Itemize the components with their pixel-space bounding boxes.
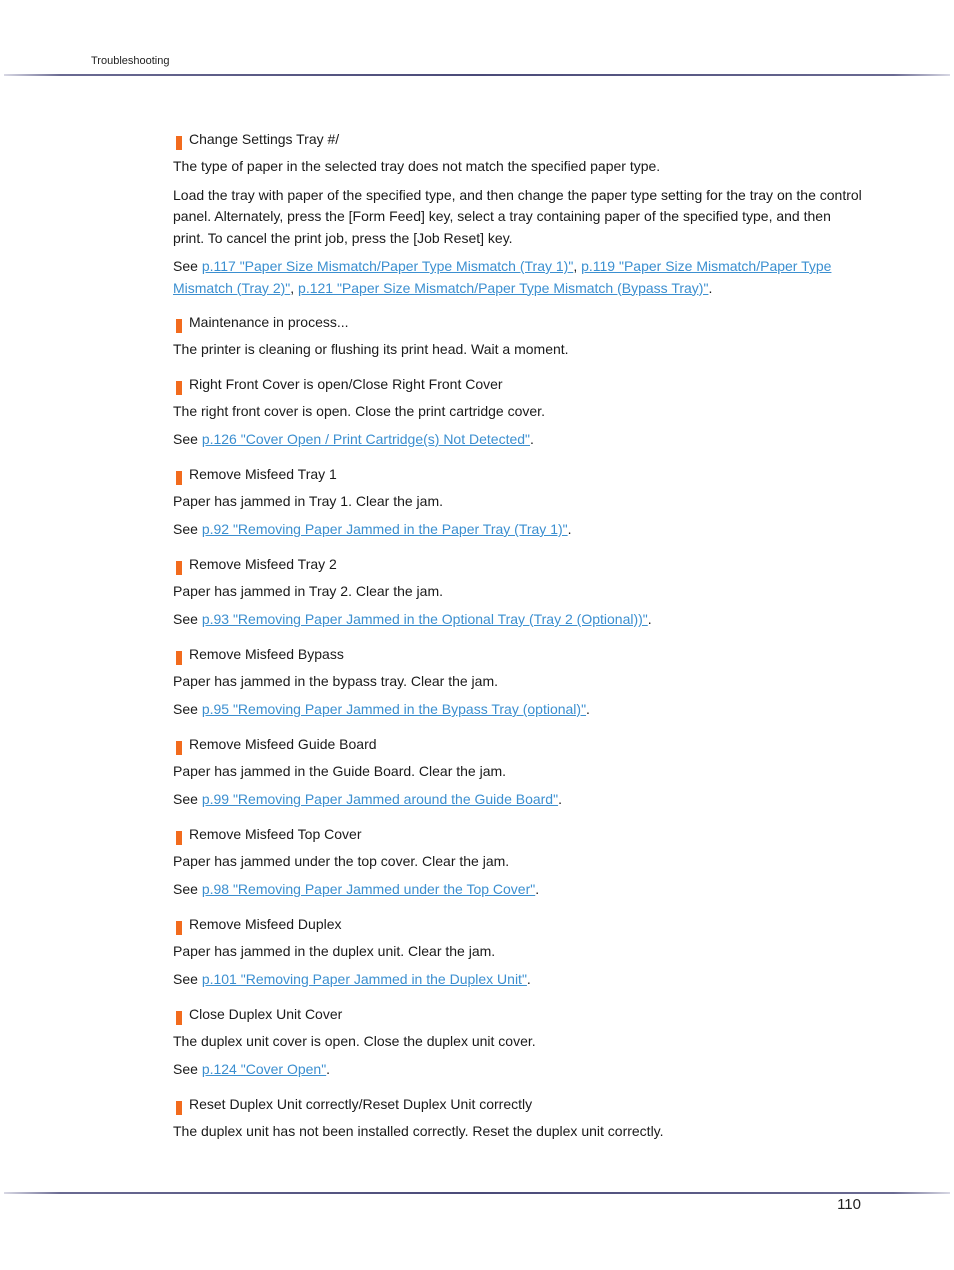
message-section	[173, 1093, 863, 1143]
message-heading	[173, 373, 863, 395]
message-description: The type of paper in the selected tray does not match the specified paper type.	[173, 158, 661, 174]
message-heading	[173, 913, 863, 935]
see-reference	[173, 609, 863, 631]
message-heading-text: Remove Misfeed Tray 1	[189, 465, 337, 482]
reference-link[interactable]: p.98 "Removing Paper Jammed under the Top Cover"	[201, 881, 536, 897]
see-prefix: See	[173, 611, 202, 627]
bullet-marker-icon	[176, 831, 182, 845]
see-reference	[173, 879, 863, 901]
message-heading	[173, 128, 863, 150]
period: .	[708, 279, 713, 296]
running-header: Troubleshooting	[91, 55, 170, 67]
message-description: Paper has jammed in Tray 2. Clear the jam.	[173, 582, 444, 599]
message-section	[173, 1003, 863, 1081]
link-separator: ,	[290, 279, 299, 296]
reference-link[interactable]: p.124 "Cover Open"	[201, 1061, 327, 1077]
see-prefix: See	[173, 881, 202, 897]
see-reference	[173, 1059, 863, 1081]
message-heading-text: Remove Misfeed Tray 2	[189, 555, 337, 572]
period: .	[526, 971, 531, 987]
see-prefix: See	[173, 431, 202, 447]
message-section	[173, 311, 863, 361]
message-heading	[173, 1093, 863, 1115]
message-heading-text: Remove Misfeed Guide Board	[189, 735, 377, 752]
message-description: Paper has jammed in the Guide Board. Clear the jam.	[173, 762, 507, 779]
see-prefix: See	[173, 791, 202, 807]
message-description: Paper has jammed in Tray 1. Clear the jam.	[173, 492, 444, 509]
message-heading-text: Close Duplex Unit Cover	[189, 1005, 343, 1022]
message-description: Paper has jammed under the top cover. Clear the jam.	[173, 852, 510, 869]
message-instructions: Load the tray with paper of the specified type, and then change the paper type setting for the tray on the control panel. Alternately, press the [Form Feed] key, select a tray containing paper of the specified type, and then print. To cancel the print job, press the [Job Reset] key.	[173, 186, 862, 246]
reference-link[interactable]: p.93 "Removing Paper Jammed in the Optional Tray (Tray 2 (Optional))"	[201, 611, 648, 627]
period: .	[558, 791, 562, 807]
message-heading-text: Reset Duplex Unit correctly/Reset Duplex Unit correctly	[189, 1095, 533, 1112]
message-heading-text: Change Settings Tray #/	[189, 131, 340, 147]
footer-rule	[4, 1192, 950, 1194]
see-prefix: See	[173, 701, 202, 717]
message-heading	[173, 1003, 863, 1025]
message-heading	[173, 823, 863, 845]
message-description: Paper has jammed in the bypass tray. Clear the jam.	[173, 672, 499, 689]
message-description: The duplex unit has not been installed correctly. Reset the duplex unit correctly.	[173, 1122, 664, 1139]
bullet-marker-icon	[176, 741, 182, 755]
reference-link[interactable]: p.99 "Removing Paper Jammed around the Guide Board"	[201, 791, 559, 807]
message-heading-text: Remove Misfeed Bypass	[189, 645, 344, 662]
see-reference	[173, 519, 863, 541]
message-section	[173, 553, 863, 631]
period: .	[535, 881, 540, 897]
bullet-marker-icon	[176, 471, 182, 485]
message-section	[173, 643, 863, 721]
see-prefix: See	[173, 258, 202, 274]
bullet-marker-icon	[176, 381, 182, 395]
reference-link[interactable]: p.92 "Removing Paper Jammed in the Paper Tray (Tray 1)"	[201, 521, 568, 537]
see-reference	[173, 699, 863, 721]
message-section	[173, 373, 863, 451]
message-description: The printer is cleaning or flushing its print head. Wait a moment.	[173, 341, 569, 357]
bullet-marker-icon	[176, 561, 182, 575]
document-body	[173, 128, 863, 1154]
header-rule	[4, 74, 950, 76]
message-heading	[173, 311, 863, 333]
reference-link[interactable]: p.101 "Removing Paper Jammed in the Duplex Unit"	[201, 971, 527, 987]
see-reference	[173, 789, 863, 811]
link-separator: ,	[573, 258, 582, 274]
period: .	[586, 701, 590, 717]
see-prefix: See	[173, 971, 202, 987]
period: .	[567, 521, 572, 537]
reference-link[interactable]: p.119 "Paper Size Mismatch/Paper Type Mismatch (Tray 2)"	[173, 258, 832, 296]
bullet-marker-icon	[176, 651, 182, 665]
message-section	[173, 823, 863, 901]
message-heading	[173, 643, 863, 665]
see-reference	[173, 969, 863, 991]
reference-link[interactable]: p.121 "Paper Size Mismatch/Paper Type Mismatch (Bypass Tray)"	[298, 279, 709, 296]
message-heading-text: Maintenance in process...	[189, 314, 349, 330]
period: .	[326, 1061, 331, 1077]
message-heading	[173, 463, 863, 485]
message-heading	[173, 733, 863, 755]
message-description: The duplex unit cover is open. Close the duplex unit cover.	[173, 1032, 536, 1049]
message-section	[173, 913, 863, 991]
page-number: 110	[837, 1196, 861, 1213]
see-reference	[173, 429, 863, 451]
bullet-marker-icon	[176, 921, 182, 935]
reference-link[interactable]: p.117 "Paper Size Mismatch/Paper Type Mismatch (Tray 1)"	[201, 258, 574, 274]
bullet-marker-icon	[176, 1101, 182, 1115]
message-section	[173, 128, 863, 299]
reference-link[interactable]: p.126 "Cover Open / Print Cartridge(s) Not Detected"	[201, 431, 531, 447]
bullet-marker-icon	[176, 1011, 182, 1025]
message-description: The right front cover is open. Close the print cartridge cover.	[173, 402, 545, 419]
period: .	[530, 431, 534, 447]
bullet-marker-icon	[176, 136, 182, 150]
see-prefix: See	[173, 1061, 202, 1077]
message-section	[173, 733, 863, 811]
reference-link[interactable]: p.95 "Removing Paper Jammed in the Bypass Tray (optional)"	[201, 701, 587, 717]
message-heading-text: Right Front Cover is open/Close Right Front Cover	[189, 375, 503, 392]
message-heading-text: Remove Misfeed Top Cover	[189, 825, 362, 842]
see-reference	[173, 256, 863, 299]
message-heading-text: Remove Misfeed Duplex	[189, 915, 342, 932]
see-prefix: See	[173, 521, 202, 537]
message-heading	[173, 553, 863, 575]
message-section	[173, 463, 863, 541]
period: .	[647, 611, 652, 627]
bullet-marker-icon	[176, 319, 182, 333]
message-description: Paper has jammed in the duplex unit. Clear the jam.	[173, 942, 496, 959]
